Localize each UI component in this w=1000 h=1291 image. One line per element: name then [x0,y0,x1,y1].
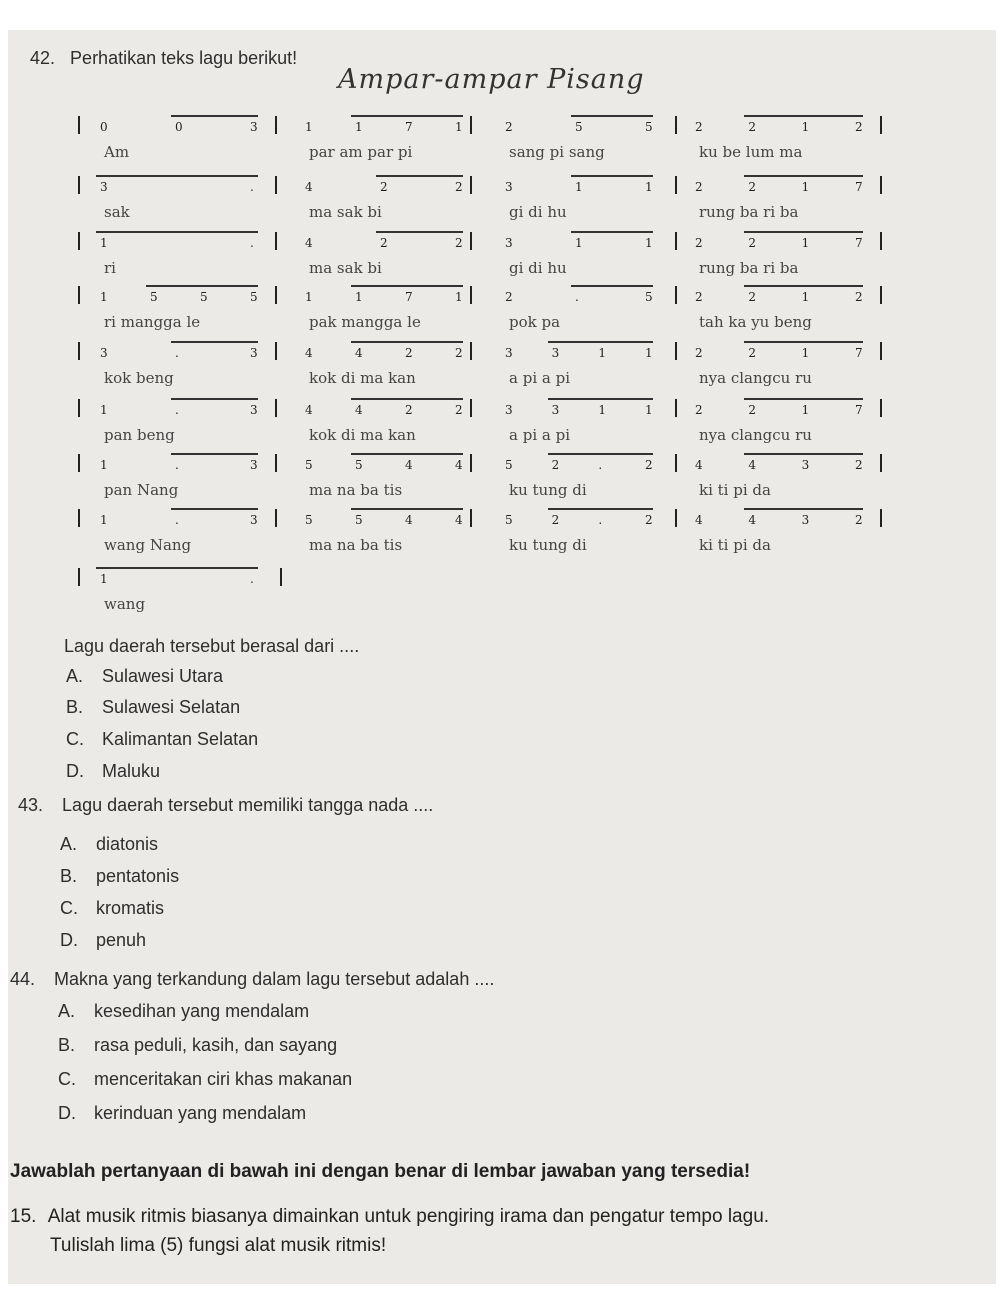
note-digit: 3 [505,180,513,194]
note-digit: 2 [551,458,560,472]
lyric-syllables: ku tung di [509,536,587,554]
bar-line [675,342,677,360]
note-digit: . [250,572,254,586]
bar-line [880,116,882,134]
note-digit: 5 [200,290,208,304]
note-digit: 4 [305,403,313,417]
note-digit: 1 [305,120,313,134]
note-digit: 2 [695,236,703,250]
bar-line [470,116,472,134]
beam-line [548,508,653,510]
note-digit: 4 [748,513,756,527]
question-42-text: Perhatikan teks lagu berikut! [70,48,298,68]
q44-option-b-text: rasa peduli, kasih, dan sayang [94,1035,338,1055]
question-43-stem: Lagu daerah tersebut memiliki tangga nada .... [62,795,434,815]
question-42-stem: Lagu daerah tersebut berasal dari .... [64,636,360,656]
note-digit: 4 [405,458,413,472]
q42-option-c-text: Kalimantan Selatan [102,729,259,749]
lyric-syllables: nya clangcu ru [699,369,812,387]
q43-option-a [60,834,158,855]
note-digit: 1 [100,290,108,304]
q43-option-c-text: kromatis [96,898,165,918]
note-digit: . [175,513,179,527]
bar-line [78,399,80,417]
note-digit: 1 [801,180,810,194]
note-digit: 5 [645,120,653,134]
bar-line [675,509,677,527]
note-digit: . [575,290,579,304]
lyric-syllables: ku tung di [509,481,587,499]
beam-line [171,341,258,343]
question-42-number: 42. [30,48,56,68]
beam-line [571,115,653,117]
lyric-syllables: pan beng [104,426,175,444]
bar-line [675,286,677,304]
note-digit: 3 [100,346,108,360]
note-digit: 1 [598,403,606,417]
question-43-number: 43. [18,795,44,815]
bar-line [275,286,277,304]
essay-question-line-2: Tulislah lima (5) fungsi alat musik ritmis! [50,1235,387,1256]
q43-option-b [60,866,179,887]
lyric-syllables: ku be lum ma [699,143,803,161]
bar-line [78,454,80,472]
lyric-syllables: rung ba ri ba [699,203,799,221]
q42-option-b [66,697,240,718]
lyric-syllables: a pi a pi [509,369,570,387]
note-digit: 4 [695,513,703,527]
note-digit: 2 [695,403,703,417]
beam-line [376,231,463,233]
q43-option-d-text: penuh [96,930,147,950]
note-digit: 5 [575,120,583,134]
note-digit: 1 [801,236,810,250]
q42-option-b-letter: B. [66,697,84,717]
lyric-syllables: ki ti pi da [699,481,771,499]
note-digit: 1 [100,572,108,586]
note-digit: 1 [598,346,606,360]
note-digit: 2 [405,403,413,417]
lyric-syllables: kok di ma kan [309,426,416,444]
lyric-syllables: gi di hu [509,203,567,221]
bar-line [280,568,282,586]
q44-option-b-letter: B. [58,1035,76,1055]
note-digit: 1 [801,346,810,360]
beam-line [548,398,653,400]
lyric-syllables: ma sak bi [309,259,382,277]
note-digit: 2 [855,513,863,527]
note-digit: 1 [455,120,463,134]
lyric-syllables: kok beng [104,369,174,387]
note-digit: . [175,458,179,472]
q44-option-d-letter: D. [58,1103,76,1123]
beam-line [351,285,463,287]
note-digit: 1 [575,180,583,194]
bar-line [275,176,277,194]
beam-line [376,175,463,177]
note-digit: 7 [855,180,863,194]
beam-line [744,508,863,510]
bar-line [880,509,882,527]
note-digit: . [250,180,254,194]
beam-line [744,398,863,400]
note-digit: 1 [801,290,810,304]
note-digit: 1 [100,513,108,527]
lyric-syllables: Am [104,143,130,161]
song-title: Ampar-ampar Pisang [338,64,645,95]
note-digit: 1 [305,290,313,304]
note-digit: 7 [405,290,413,304]
note-digit: 4 [455,458,463,472]
q43-option-c-letter: C. [60,898,78,918]
note-digit: 5 [355,458,363,472]
lyric-syllables: pak mangga le [309,313,421,331]
beam-line [146,285,258,287]
note-digit: 2 [695,290,703,304]
bar-line [78,509,80,527]
question-43 [18,795,433,816]
essay-instruction: Jawablah pertanyaan di bawah ini dengan benar di lembar jawaban yang tersedia! [10,1161,751,1182]
bar-line [470,509,472,527]
q44-option-c-text: menceritakan ciri khas makanan [94,1069,353,1089]
beam-line [351,508,463,510]
note-digit: 2 [748,403,756,417]
beam-line [744,231,863,233]
beam-line [171,398,258,400]
lyric-syllables: sak [104,203,130,221]
beam-line [571,175,653,177]
note-digit: 5 [645,290,653,304]
q42-option-a-text: Sulawesi Utara [102,666,224,686]
note-digit: 2 [455,403,463,417]
lyric-syllables: gi di hu [509,259,567,277]
q42-option-d [66,761,160,782]
q42-option-d-letter: D. [66,761,84,781]
lyric-syllables: wang [104,595,146,613]
note-digit: 2 [748,120,756,134]
essay-question-15 [10,1206,769,1228]
bar-line [880,454,882,472]
note-digit: 7 [855,403,863,417]
lyric-syllables: ri mangga le [104,313,201,331]
note-digit: 1 [455,290,463,304]
bar-line [275,342,277,360]
note-digit: 5 [355,513,363,527]
beam-line [171,508,258,510]
beam-line [744,341,863,343]
bar-line [470,342,472,360]
note-digit: . [598,458,603,472]
note-digit: 3 [801,458,810,472]
beam-line [744,175,863,177]
bar-line [470,286,472,304]
note-digit: 4 [305,346,313,360]
bar-line [78,232,80,250]
q44-option-a-text: kesedihan yang mendalam [94,1001,310,1021]
beam-line [171,453,258,455]
note-digit: 3 [250,513,258,527]
q43-option-c [60,898,164,919]
lyric-syllables: ri [104,259,116,277]
lyric-syllables: par am par pi [309,143,413,161]
note-digit: 1 [100,403,108,417]
note-digit: 2 [505,120,513,134]
note-digit: 2 [405,346,413,360]
bar-line [275,509,277,527]
q42-option-a-letter: A. [66,666,84,686]
beam-line [744,115,863,117]
lyric-syllables: ma na ba tis [309,481,403,499]
lyric-syllables: rung ba ri ba [699,259,799,277]
note-digit: 2 [695,120,703,134]
note-digit: 4 [748,458,756,472]
bar-line [78,568,80,586]
q43-option-d-letter: D. [60,930,78,950]
note-digit: 2 [505,290,513,304]
note-digit: 3 [551,346,560,360]
essay-question-number: 15. [10,1206,37,1227]
note-digit: 2 [455,236,463,250]
note-digit: 1 [645,346,653,360]
note-digit: 5 [305,513,313,527]
note-digit: . [598,513,603,527]
note-digit: 1 [645,403,653,417]
note-digit: 2 [748,180,756,194]
note-digit: 1 [355,290,363,304]
lyric-syllables: nya clangcu ru [699,426,812,444]
bar-line [275,116,277,134]
beam-line [351,398,463,400]
note-digit: 4 [305,180,313,194]
q43-option-a-letter: A. [60,834,78,854]
bar-line [275,454,277,472]
note-digit: 3 [250,120,258,134]
note-digit: 3 [505,236,513,250]
note-digit: 1 [100,236,108,250]
note-digit: 5 [505,458,513,472]
lyric-syllables: pok pa [509,313,561,331]
beam-line [571,285,653,287]
q43-option-b-letter: B. [60,866,78,886]
bar-line [880,232,882,250]
bar-line [78,176,80,194]
bar-line [275,232,277,250]
note-digit: 2 [380,180,388,194]
note-digit: 3 [551,403,560,417]
note-digit: . [250,236,254,250]
note-digit: 0 [175,120,183,134]
note-digit: 4 [405,513,413,527]
bar-line [275,399,277,417]
q44-option-a [58,1001,309,1022]
lyric-syllables: ki ti pi da [699,536,771,554]
essay-question-line-1: Alat musik ritmis biasanya dimainkan untuk pengiring irama dan pengatur tempo lagu. [47,1206,770,1227]
note-digit: 5 [150,290,158,304]
bar-line [675,399,677,417]
beam-line [351,453,463,455]
q42-option-c [66,729,258,750]
note-digit: 2 [380,236,388,250]
lyric-syllables: sang pi sang [509,143,605,161]
beam-line [96,567,258,569]
note-digit: 2 [855,290,863,304]
bar-line [470,232,472,250]
bar-line [675,116,677,134]
q44-option-d [58,1103,306,1124]
note-digit: 5 [305,458,313,472]
bar-line [880,399,882,417]
bar-line [675,176,677,194]
bar-line [880,286,882,304]
q43-option-b-text: pentatonis [96,866,180,886]
lyric-syllables: wang Nang [104,536,192,554]
note-digit: 1 [645,236,653,250]
note-digit: 5 [505,513,513,527]
note-digit: 4 [355,403,363,417]
beam-line [744,285,863,287]
note-digit: 1 [575,236,583,250]
lyric-syllables: tah ka yu beng [699,313,812,331]
lyric-syllables: ma sak bi [309,203,382,221]
lyric-syllables: pan Nang [104,481,179,499]
bar-line [675,232,677,250]
note-digit: 1 [100,458,108,472]
lyric-syllables: kok di ma kan [309,369,416,387]
bar-line [470,454,472,472]
bar-line [78,116,80,134]
beam-line [96,175,258,177]
bar-line [78,342,80,360]
note-digit: 2 [455,180,463,194]
q44-option-a-letter: A. [58,1001,76,1021]
note-digit: 7 [405,120,413,134]
note-digit: . [175,346,179,360]
q44-option-c [58,1069,352,1090]
note-digit: 3 [505,346,513,360]
note-digit: 1 [801,403,810,417]
note-digit: . [175,403,179,417]
note-digit: 7 [855,236,863,250]
bar-line [470,399,472,417]
note-digit: 2 [855,458,863,472]
note-digit: 2 [695,346,703,360]
beam-line [351,341,463,343]
note-digit: 2 [551,513,560,527]
bar-line [470,176,472,194]
q42-option-b-text: Sulawesi Selatan [102,697,241,717]
note-digit: 3 [801,513,810,527]
question-44-number: 44. [10,969,36,989]
note-digit: 2 [455,346,463,360]
beam-line [548,341,653,343]
note-digit: 3 [250,458,258,472]
q44-option-d-text: kerinduan yang mendalam [94,1103,307,1123]
q43-option-a-text: diatonis [96,834,159,854]
q42-option-c-letter: C. [66,729,84,749]
note-digit: 2 [855,120,863,134]
number-notation-score [0,0,1000,620]
note-digit: 3 [505,403,513,417]
note-digit: 2 [645,458,653,472]
bar-line [880,342,882,360]
note-digit: 1 [801,120,810,134]
lyric-syllables: ma na ba tis [309,536,403,554]
beam-line [171,115,258,117]
note-digit: 4 [305,236,313,250]
bar-line [880,176,882,194]
bar-line [78,286,80,304]
q44-option-b [58,1035,337,1056]
note-digit: 4 [355,346,363,360]
lyric-syllables: a pi a pi [509,426,570,444]
q43-option-d [60,930,146,951]
note-digit: 4 [455,513,463,527]
note-digit: 5 [250,290,258,304]
bar-line [675,454,677,472]
q42-option-d-text: Maluku [102,761,161,781]
q42-option-a [66,666,223,687]
beam-line [571,231,653,233]
note-digit: 1 [645,180,653,194]
note-digit: 2 [695,180,703,194]
note-digit: 7 [855,346,863,360]
beam-line [744,453,863,455]
note-digit: 0 [100,120,108,134]
note-digit: 1 [355,120,363,134]
q44-option-c-letter: C. [58,1069,76,1089]
note-digit: 3 [250,346,258,360]
beam-line [548,453,653,455]
beam-line [351,115,463,117]
note-digit: 3 [250,403,258,417]
note-digit: 4 [695,458,703,472]
note-digit: 2 [645,513,653,527]
note-digit: 3 [100,180,108,194]
note-digit: 2 [748,346,756,360]
question-44 [10,969,494,990]
beam-line [96,231,258,233]
note-digit: 2 [748,236,756,250]
question-44-stem: Makna yang terkandung dalam lagu tersebut adalah .... [54,969,495,989]
note-digit: 2 [748,290,756,304]
